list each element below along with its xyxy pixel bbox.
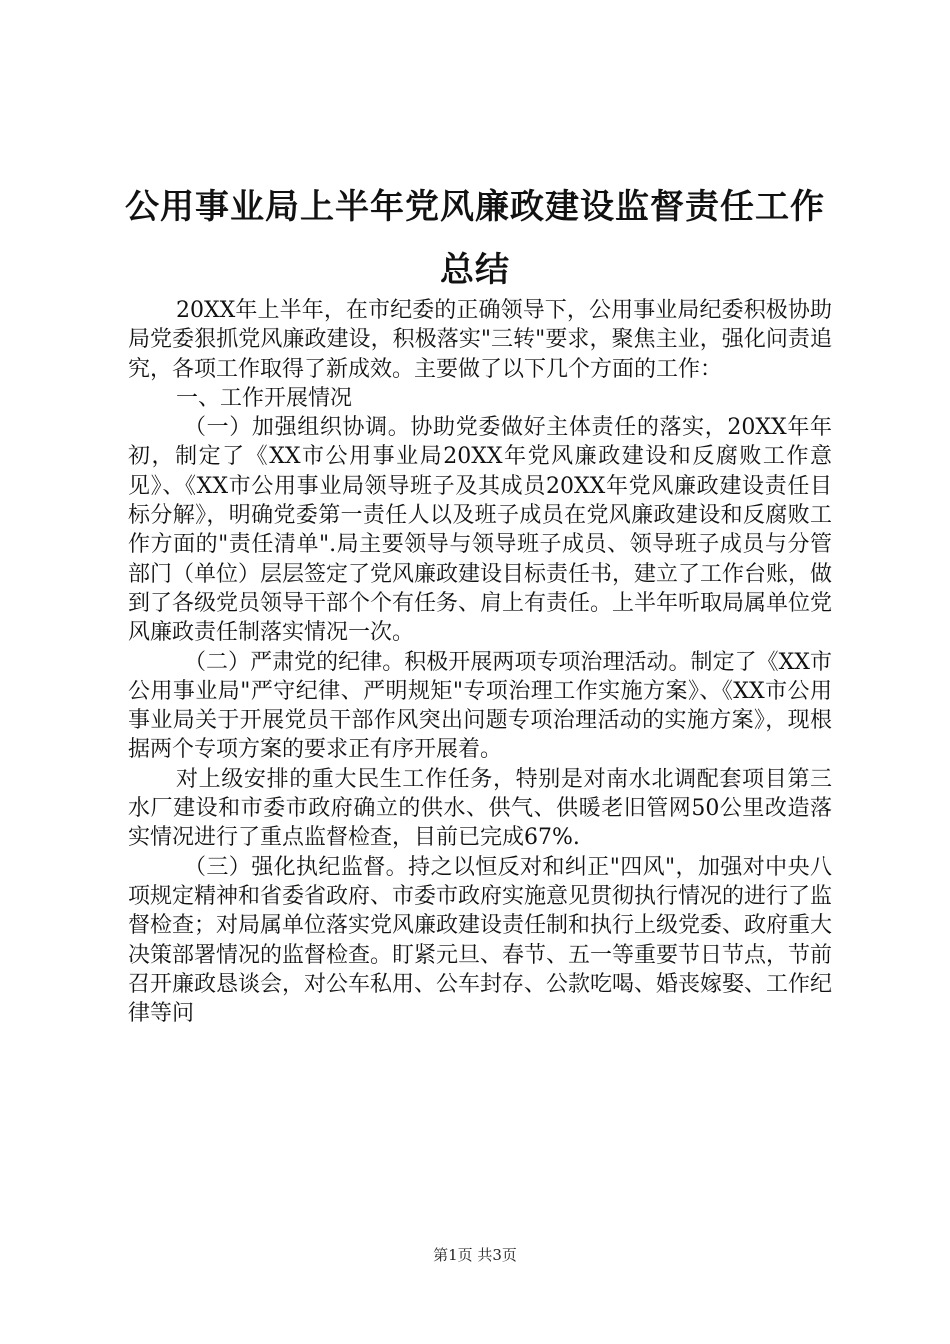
page-number-footer: 第1页 共3页: [433, 1246, 517, 1264]
section-heading-work-status: 一、工作开展情况: [176, 385, 353, 411]
document-title-line-1: 公用事业局上半年党风廉政建设监督责任工作: [125, 187, 825, 227]
paragraph-party-discipline: （二）严肃党的纪律。积极开展两项专项治理活动。制定了《XX市公用事业局"严守纪律、严明规矩"专项治理工作实施方案》、《XX市公用事业局关于开展党员干部作风突出问题专项治理活动的实施方案》，现根据两个专项方案的要求正有序开展着。: [128, 649, 832, 763]
paragraph-intro: 20XX年上半年，在市纪委的正确领导下，公用事业局纪委积极协助局党委狠抓党风廉政建设，积极落实"三转"要求，聚焦主业，强化问责追究，各项工作取得了新成效。主要做了以下几个方面的工作：: [128, 298, 832, 382]
document-title-line-2: 总结: [440, 250, 510, 290]
paragraph-organization-coordination: （一）加强组织协调。协助党委做好主体责任的落实，20XX年年初，制定了《XX市公用事业局20XX年党风廉政建设和反腐败工作意见》、《XX市公用事业局领导班子及其成员20XX年党风廉政建设责任目标分解》，明确党委第一责任人以及班子成员在党风廉政建设和反腐败工作方面的"责任清单".局主要领导与领导班子成员、领导班子成员与分管部门（单位）层层签定了党风廉政建设目标责任书，建立了工作台账，做到了各级党员领导干部个个有任务、肩上有责任。上半年听取局属单位党风廉政责任制落实情况一次。: [128, 415, 833, 646]
paragraph-livelihood-projects: 对上级安排的重大民生工作任务，特别是对南水北调配套项目第三水厂建设和市委市政府确立的供水、供气、供暖老旧管网50公里改造落实情况进行了重点监督检查，目前已完成67%.: [128, 766, 832, 851]
paragraph-supervision: （三）强化执纪监督。持之以恒反对和纠正"四风"，加强对中央八项规定精神和省委省政府、市委市政府实施意见贯彻执行情况的进行了监督检查；对局属单位落实党风廉政建设责任制和执行上级党委、政府重大决策部署情况的监督检查。盯紧元旦、春节、五一等重要节日节点，节前召开廉政恳谈会，对公车私用、公车封存、公款吃喝、婚丧嫁娶、工作纪律等问: [128, 854, 833, 1027]
document-body: [128, 296, 832, 1028]
